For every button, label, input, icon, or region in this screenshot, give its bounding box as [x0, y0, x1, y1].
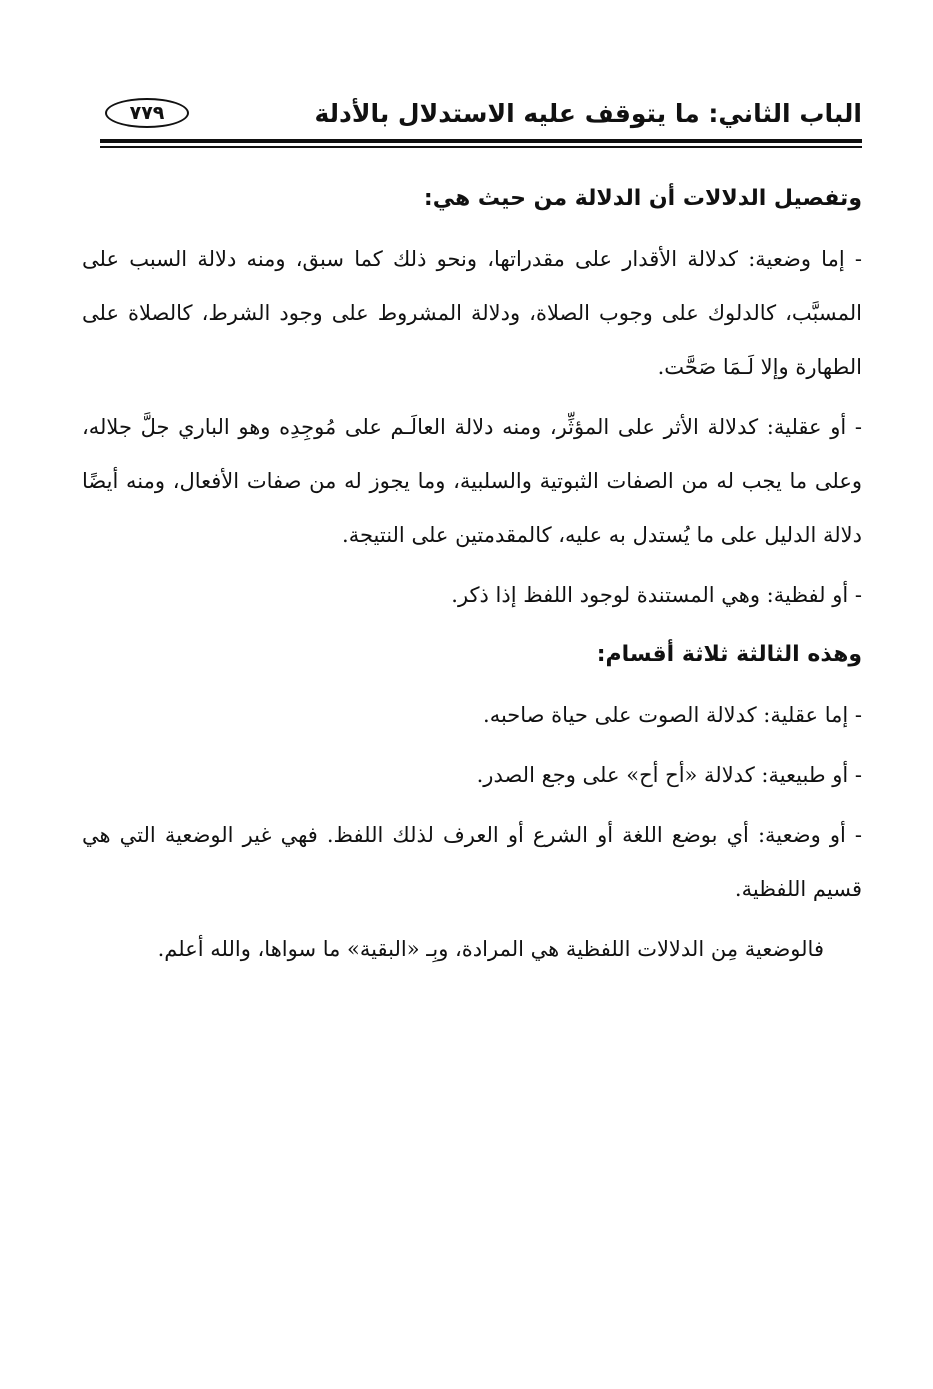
page-number-badge: ٧٧٩ — [105, 98, 189, 128]
page-header — [100, 88, 862, 140]
header-rule-thin — [100, 146, 862, 148]
section-heading-1: وتفصيل الدلالات أن الدلالة من حيث هي: — [423, 186, 862, 211]
paragraph-4: - إما عقلية: كدلالة الصوت على حياة صاحبه. — [483, 703, 862, 727]
page-body — [82, 172, 862, 982]
paragraph-7: فالوضعية مِن الدلالات اللفظية هي المرادة، وبِـ «البقية» ما سواها، والله أعلم. — [157, 937, 824, 961]
paragraph-5: - أو طبيعية: كدلالة «أح أح» على وجع الصدر. — [476, 763, 862, 787]
paragraph-6: - أو وضعية: أي بوضع اللغة أو الشرع أو العرف لذلك اللفظ. فهي غير الوضعية التي هي قسيم اللفظية. — [82, 823, 862, 901]
running-title: الباب الثاني: ما يتوقف عليه الاستدلال بالأدلة — [314, 99, 862, 128]
paragraph-2: - أو عقلية: كدلالة الأثر على المؤثِّر، ومنه دلالة العالَـم على مُوجِدِه وهو الباري جلَّ جلاله، وعلى ما يجب له من الصفات الثبوتية والسلبية، وما يجوز له من صفات الأفعال، ومنه أيضًا دلالة الدليل على ما يُستدل به عليه، كالمقدمتين على النتيجة. — [82, 415, 862, 547]
section-heading-2: وهذه الثالثة ثلاثة أقسام: — [596, 642, 862, 667]
paragraph-1: - إما وضعية: كدلالة الأقدار على مقدراتها، ونحو ذلك كما سبق، ومنه دلالة السبب على المسبَّب، كالدلوك على وجوب الصلاة، ودلالة المشروط على وجود الشرط، كالصلاة على الطهارة وإلا لَـمَا صَحَّت. — [82, 247, 862, 379]
paragraph-3: - أو لفظية: وهي المستندة لوجود اللفظ إذا ذكر. — [451, 583, 862, 607]
header-rule-thick — [100, 139, 862, 143]
